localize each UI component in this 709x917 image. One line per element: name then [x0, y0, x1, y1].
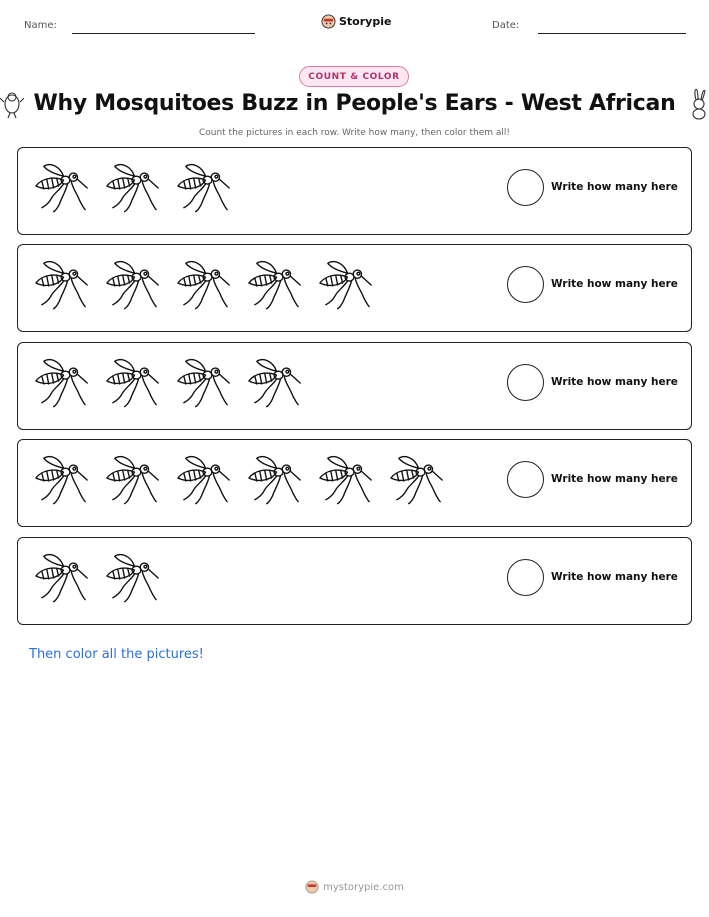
storypie-mascot-icon	[321, 14, 336, 29]
mosquito-icon	[385, 450, 454, 510]
answer-circle[interactable]	[507, 364, 544, 401]
mosquito-icon	[30, 450, 99, 510]
mosquito-icon	[243, 353, 312, 413]
rabbit-icon	[688, 88, 709, 120]
mosquito-icon	[314, 450, 383, 510]
mosquito-icon	[101, 353, 170, 413]
mosquito-icon	[30, 548, 99, 608]
picture-group	[30, 548, 170, 608]
picture-group	[30, 450, 454, 510]
mosquito-icon	[243, 450, 312, 510]
page-title: Why Mosquitoes Buzz in People's Ears - West African	[33, 91, 676, 116]
answer-label: Write how many here	[551, 571, 678, 583]
mosquito-icon	[172, 255, 241, 315]
answer-circle[interactable]	[507, 266, 544, 303]
count-row-1	[17, 147, 692, 235]
answer-label: Write how many here	[551, 181, 678, 193]
mosquito-icon	[172, 158, 241, 218]
mosquito-icon	[243, 255, 312, 315]
mosquito-icon	[30, 158, 99, 218]
date-label: Date:	[492, 20, 520, 31]
name-label: Name:	[24, 20, 57, 31]
count-row-3	[17, 342, 692, 430]
count-color-badge: COUNT & COLOR	[299, 66, 409, 87]
answer-label: Write how many here	[551, 376, 678, 388]
name-line[interactable]	[72, 33, 255, 34]
answer-label: Write how many here	[551, 278, 678, 290]
storypie-mascot-icon	[305, 880, 319, 894]
count-row-5	[17, 537, 692, 625]
mosquito-icon	[101, 548, 170, 608]
count-row-2	[17, 244, 692, 332]
count-row-4	[17, 439, 692, 527]
picture-group	[30, 158, 241, 218]
mosquito-icon	[101, 450, 170, 510]
picture-group	[30, 353, 312, 413]
brand-name: Storypie	[339, 15, 392, 28]
footer	[0, 880, 709, 894]
mosquito-icon	[101, 255, 170, 315]
mosquito-icon	[314, 255, 383, 315]
answer-circle[interactable]	[507, 169, 544, 206]
brand	[321, 14, 391, 29]
mosquito-icon	[30, 353, 99, 413]
footer-url[interactable]: mystorypie.com	[323, 881, 404, 893]
mosquito-icon	[30, 255, 99, 315]
answer-label: Write how many here	[551, 473, 678, 485]
answer-circle[interactable]	[507, 461, 544, 498]
mosquito-icon	[172, 353, 241, 413]
instructions: Count the pictures in each row. Write how many, then color them all!	[198, 128, 511, 138]
answer-circle[interactable]	[507, 559, 544, 596]
mosquito-icon	[101, 158, 170, 218]
closing-instruction: Then color all the pictures!	[29, 647, 204, 662]
mosquito-icon	[172, 450, 241, 510]
picture-group	[30, 255, 383, 315]
date-line[interactable]	[538, 33, 686, 34]
